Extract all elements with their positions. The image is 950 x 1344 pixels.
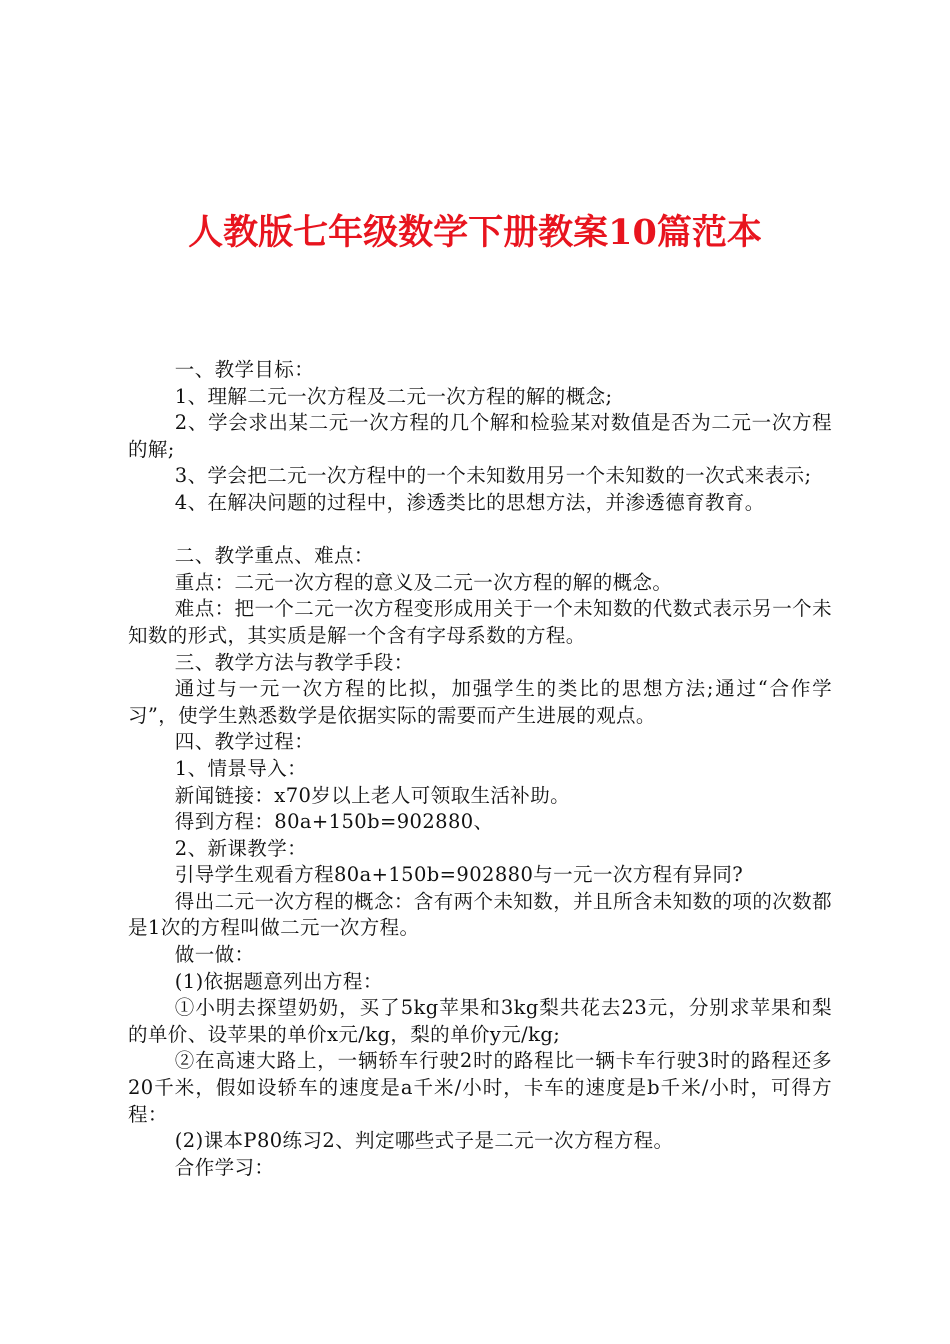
paragraph-objective-3: 3、学会把二元一次方程中的一个未知数用另一个未知数的一次式来表示; xyxy=(174,464,812,488)
document-body xyxy=(128,357,832,1181)
paragraph-objective-1: 1、理解二元一次方程及二元一次方程的解的概念; xyxy=(174,384,613,408)
paragraph-guide: 引导学生观看方程80a+150b=902880与一元一次方程有异同? xyxy=(174,863,744,887)
paragraph-method: 通过与一元一次方程的比拟，加强学生的类比的思想方法;通过“合作学习”，使学生熟悉数学是依据实际的需要而产生进展的观点。 xyxy=(128,677,832,727)
paragraph-problem-1: ①小明去探望奶奶，买了5kg苹果和3kg梨共花去23元，分别求苹果和梨的单价、设苹果的单价x元/kg，梨的单价y元/kg; xyxy=(128,996,832,1046)
paragraph-step-2: 2、新课教学： xyxy=(174,836,308,860)
paragraph-concept: 得出二元一次方程的概念：含有两个未知数，并且所含未知数的项的次数都是1次的方程叫做二元一次方程。 xyxy=(128,889,832,940)
paragraph-section-1-heading: 一、教学目标： xyxy=(174,358,315,381)
paragraph-cooperative: 合作学习： xyxy=(174,1155,275,1179)
paragraph-task-1: (1)依据题意列出方程： xyxy=(174,969,383,993)
paragraph-step-1: 1、情景导入： xyxy=(174,756,308,780)
document-title: 人教版七年级数学下册教案10篇范本 xyxy=(188,212,762,253)
paragraph-section-4-heading: 四、教学过程： xyxy=(174,730,315,754)
paragraph-spacer xyxy=(128,517,832,544)
paragraph-difficult-point: 难点：把一个二元一次方程变形成用关于一个未知数的代数式表示另一个未知数的形式，其实质是解一个含有字母系数的方程。 xyxy=(128,597,832,647)
paragraph-objective-4: 4、在解决问题的过程中，渗透类比的思想方法，并渗透德育教育。 xyxy=(174,490,765,514)
paragraph-news-link: 新闻链接：x70岁以上老人可领取生活补助。 xyxy=(174,783,571,807)
paragraph-equation: 得到方程：80a+150b=902880、 xyxy=(174,810,494,834)
paragraph-objective-2: 2、学会求出某二元一次方程的几个解和检验某对数值是否为二元一次方程的解; xyxy=(128,411,832,461)
paragraph-section-3-heading: 三、教学方法与教学手段： xyxy=(174,650,414,674)
paragraph-task-2: (2)课本P80练习2、判定哪些式子是二元一次方程方程。 xyxy=(174,1129,674,1153)
paragraph-section-2-heading: 二、教学重点、难点： xyxy=(174,544,374,568)
paragraph-key-point: 重点：二元一次方程的意义及二元一次方程的解的概念。 xyxy=(174,570,673,594)
paragraph-try-it: 做一做： xyxy=(174,943,255,967)
paragraph-problem-2: ②在高速大路上，一辆轿车行驶2时的路程比一辆卡车行驶3时的路程还多20千米，假如设轿车的速度是a千米/小时，卡车的速度是b千米/小时，可得方程： xyxy=(128,1049,832,1126)
